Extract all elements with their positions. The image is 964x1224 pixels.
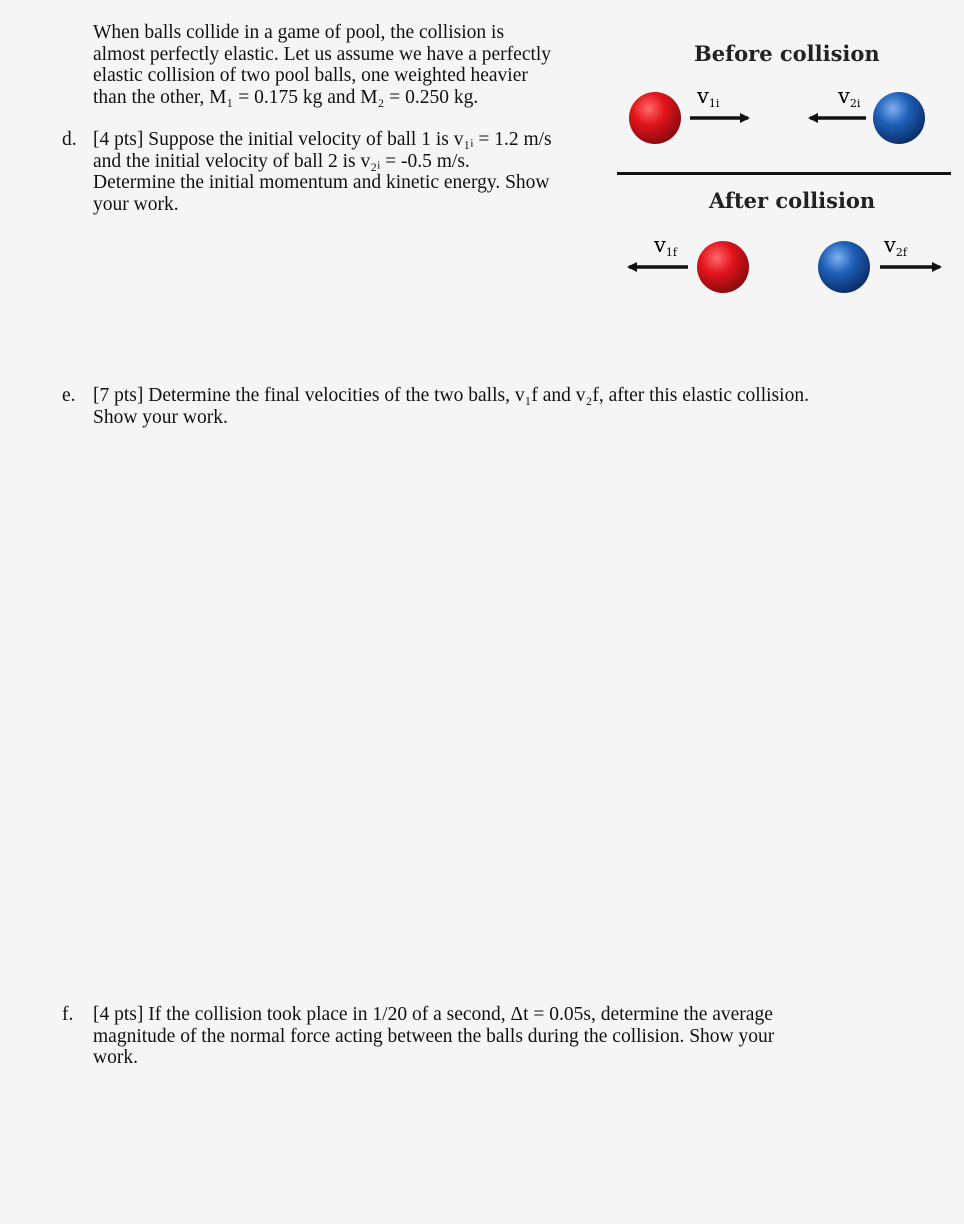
question-e-text (93, 385, 809, 428)
before-collision-title: Before collision (694, 41, 880, 66)
question-f-line: [4 pts] If the collision took place in 1/20 of a second, Δt = 0.05s, determine the average (93, 1004, 773, 1025)
question-e-letter: e. (62, 385, 76, 406)
question-e-line: [7 pts] Determine the final velocities of the two balls, v₁f and v₂f, after this elastic collision. (93, 385, 809, 406)
label-v1f: v1f (654, 233, 677, 259)
question-d-line: Determine the initial momentum and kinetic energy. Show (93, 172, 550, 193)
collision-diagram (0, 0, 964, 320)
label-v2i: v2i (838, 84, 861, 110)
question-f-line: work. (93, 1047, 138, 1068)
question-f-line: magnitude of the normal force acting between the balls during the collision. Show your (93, 1025, 775, 1047)
question-e-line: Show your work. (93, 406, 228, 428)
after-collision-title: After collision (709, 188, 876, 213)
ball-1-before (629, 92, 681, 144)
intro-line: almost perfectly elastic. Let us assume we have a perfectly (93, 43, 552, 65)
question-d-line: [4 pts] Suppose the initial velocity of ball 1 is v₁ᵢ = 1.2 m/s (93, 129, 552, 150)
intro-line: elastic collision of two pool balls, one weighted heavier (93, 65, 528, 86)
question-f-letter: f. (62, 1004, 74, 1025)
ball-1-after (697, 241, 749, 293)
question-d-letter: d. (62, 129, 77, 150)
ball-2-after (818, 241, 870, 293)
question-d-line: and the initial velocity of ball 2 is v₂ᵢ = -0.5 m/s. (93, 150, 470, 172)
intro-line: than the other, M₁ = 0.175 kg and M₂ = 0.250 kg. (93, 86, 479, 108)
question-d-line: your work. (93, 193, 179, 215)
label-v1i: v1i (697, 84, 720, 110)
question-f-text (93, 1004, 774, 1069)
label-v2f: v2f (884, 233, 907, 259)
intro-line: When balls collide in a game of pool, the collision is (93, 22, 505, 43)
ball-2-before (873, 92, 925, 144)
